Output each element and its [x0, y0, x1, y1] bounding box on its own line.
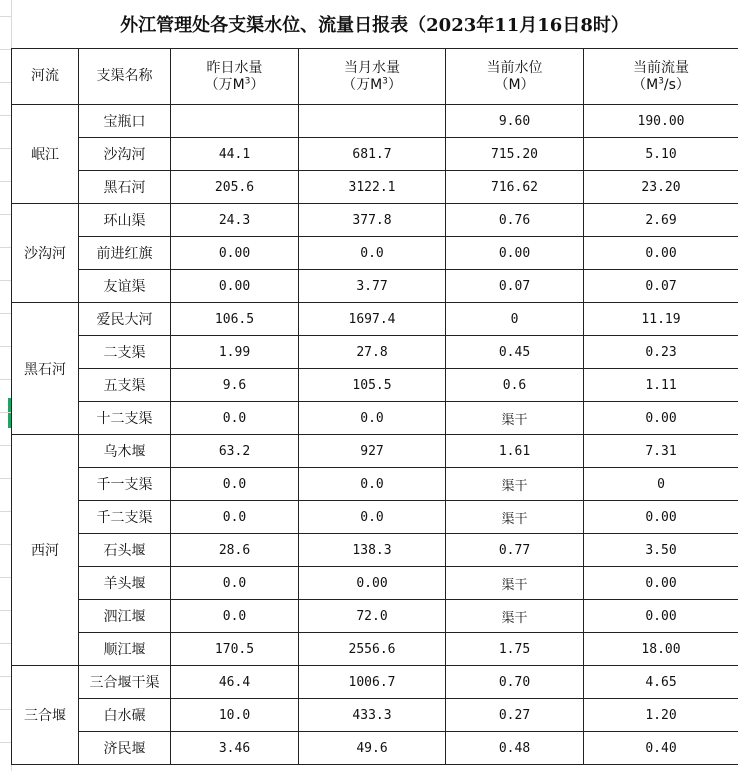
- canal-cell[interactable]: 爱民大河: [79, 303, 171, 336]
- canal-cell[interactable]: 泗江堰: [79, 600, 171, 633]
- month-volume-cell[interactable]: 138.3: [299, 534, 446, 567]
- row-header-divider: [0, 511, 11, 512]
- month-volume-cell[interactable]: 681.7: [299, 138, 446, 171]
- flow-rate-cell[interactable]: 3.50: [584, 534, 738, 567]
- table-row: [12, 600, 738, 633]
- month-volume-cell[interactable]: 433.3: [299, 699, 446, 732]
- row-header-divider: [0, 148, 11, 149]
- water-level-cell[interactable]: 0.27: [446, 699, 584, 732]
- canal-cell[interactable]: 千一支渠: [79, 468, 171, 501]
- table-row: [12, 699, 738, 732]
- yesterday-volume-cell[interactable]: 3.46: [171, 732, 299, 765]
- month-volume-cell[interactable]: 0.00: [299, 567, 446, 600]
- table-row: [12, 633, 738, 666]
- month-volume-cell[interactable]: 3122.1: [299, 171, 446, 204]
- header-month-unit: （万$M^3$）: [342, 75, 402, 93]
- row-header-divider: [0, 709, 11, 710]
- table-row: [12, 468, 738, 501]
- water-level-cell[interactable]: 0.6: [446, 369, 584, 402]
- row-header-divider: [0, 577, 11, 578]
- river-cell[interactable]: 沙沟河: [12, 204, 79, 303]
- month-volume-cell[interactable]: 0.0: [299, 402, 446, 435]
- month-volume-cell[interactable]: 927: [299, 435, 446, 468]
- month-volume-cell[interactable]: 2556.6: [299, 633, 446, 666]
- water-level-cell[interactable]: 0.70: [446, 666, 584, 699]
- month-volume-cell[interactable]: 105.5: [299, 369, 446, 402]
- flow-rate-cell[interactable]: 0.00: [584, 237, 738, 270]
- canal-cell[interactable]: 千二支渠: [79, 501, 171, 534]
- row-header-divider: [0, 115, 11, 116]
- month-volume-cell[interactable]: 1006.7: [299, 666, 446, 699]
- water-level-cell[interactable]: 渠干: [446, 600, 584, 633]
- row-header-divider: [0, 379, 11, 380]
- header-yesterday[interactable]: [171, 49, 299, 105]
- canal-cell[interactable]: 二支渠: [79, 336, 171, 369]
- row-header-divider: [0, 214, 11, 215]
- table-row: [12, 435, 738, 468]
- month-volume-cell[interactable]: 3.77: [299, 270, 446, 303]
- water-level-cell[interactable]: 渠干: [446, 468, 584, 501]
- row-header-divider: [0, 82, 11, 83]
- header-row: [12, 49, 738, 105]
- report-table: [11, 48, 738, 765]
- row-header-divider: [0, 478, 11, 479]
- table-row: [12, 171, 738, 204]
- month-volume-cell[interactable]: 0.0: [299, 237, 446, 270]
- canal-cell[interactable]: 环山渠: [79, 204, 171, 237]
- canal-cell[interactable]: 前进红旗: [79, 237, 171, 270]
- table-body: [12, 105, 738, 765]
- water-level-cell[interactable]: 渠干: [446, 402, 584, 435]
- canal-cell[interactable]: 乌木堰: [79, 435, 171, 468]
- table-row: [12, 303, 738, 336]
- river-cell[interactable]: 西河: [12, 435, 79, 666]
- flow-rate-cell[interactable]: 7.31: [584, 435, 738, 468]
- canal-cell[interactable]: 十二支渠: [79, 402, 171, 435]
- header-flow-label: 当前流量: [633, 59, 689, 76]
- month-volume-cell[interactable]: 0.0: [299, 501, 446, 534]
- row-header-divider: [0, 49, 11, 50]
- header-month-label: 当月水量: [344, 59, 400, 76]
- row-header-divider: [0, 742, 11, 743]
- canal-cell[interactable]: 三合堰干渠: [79, 666, 171, 699]
- month-volume-cell[interactable]: 49.6: [299, 732, 446, 765]
- table-row: [12, 732, 738, 765]
- month-volume-cell[interactable]: 1697.4: [299, 303, 446, 336]
- table-row: [12, 237, 738, 270]
- flow-rate-cell[interactable]: 0.07: [584, 270, 738, 303]
- row-header-divider: [0, 280, 11, 281]
- yesterday-volume-cell[interactable]: 0.00: [171, 270, 299, 303]
- flow-rate-cell[interactable]: 0.40: [584, 732, 738, 765]
- table-row: [12, 138, 738, 171]
- water-level-cell[interactable]: 1.61: [446, 435, 584, 468]
- row-header-divider: [0, 16, 11, 17]
- row-header-divider: [0, 247, 11, 248]
- yesterday-volume-cell[interactable]: 28.6: [171, 534, 299, 567]
- header-flow[interactable]: [584, 49, 738, 105]
- header-canal[interactable]: 支渠名称: [79, 49, 171, 105]
- yesterday-volume-cell[interactable]: 9.6: [171, 369, 299, 402]
- water-level-cell[interactable]: 0.45: [446, 336, 584, 369]
- flow-rate-cell[interactable]: 0.00: [584, 501, 738, 534]
- yesterday-volume-cell[interactable]: 0.0: [171, 402, 299, 435]
- report-title[interactable]: 外江管理处各支渠水位、流量日报表（2023年11月16日8时）: [11, 0, 738, 49]
- canal-cell[interactable]: 白水碾: [79, 699, 171, 732]
- water-level-cell[interactable]: 0.00: [446, 237, 584, 270]
- row-header-divider: [0, 181, 11, 182]
- yesterday-volume-cell[interactable]: 0.0: [171, 567, 299, 600]
- header-flow-unit: $(M^3/s)$: [632, 75, 690, 93]
- canal-cell[interactable]: 羊头堰: [79, 567, 171, 600]
- row-header-divider: [0, 313, 11, 314]
- water-level-cell[interactable]: 715.20: [446, 138, 584, 171]
- row-header-divider: [0, 412, 11, 413]
- month-volume-cell[interactable]: 377.8: [299, 204, 446, 237]
- water-level-cell[interactable]: 0.48: [446, 732, 584, 765]
- flow-rate-cell[interactable]: 0.00: [584, 567, 738, 600]
- canal-cell[interactable]: 济民堰: [79, 732, 171, 765]
- header-yesterday-label: 昨日水量: [206, 59, 263, 76]
- flow-rate-cell[interactable]: 190.00: [584, 105, 738, 138]
- flow-rate-cell[interactable]: 0.00: [584, 402, 738, 435]
- yesterday-volume-cell[interactable]: 44.1: [171, 138, 299, 171]
- month-volume-cell[interactable]: 0.0: [299, 468, 446, 501]
- flow-rate-cell[interactable]: 18.00: [584, 633, 738, 666]
- yesterday-volume-cell[interactable]: 205.6: [171, 171, 299, 204]
- header-river[interactable]: 河流: [12, 49, 79, 105]
- flow-rate-cell[interactable]: 0.23: [584, 336, 738, 369]
- river-cell[interactable]: 三合堰: [12, 666, 79, 765]
- table-row: [12, 666, 738, 699]
- yesterday-volume-cell[interactable]: 10.0: [171, 699, 299, 732]
- table-row: [12, 501, 738, 534]
- header-level[interactable]: [446, 49, 584, 105]
- header-month[interactable]: [299, 49, 446, 105]
- yesterday-volume-cell[interactable]: 0.0: [171, 600, 299, 633]
- yesterday-volume-cell[interactable]: 1.99: [171, 336, 299, 369]
- canal-cell[interactable]: 五支渠: [79, 369, 171, 402]
- water-level-cell[interactable]: 渠干: [446, 567, 584, 600]
- canal-cell[interactable]: 石头堰: [79, 534, 171, 567]
- water-level-cell[interactable]: 渠干: [446, 501, 584, 534]
- month-volume-cell[interactable]: [299, 105, 446, 138]
- month-volume-cell[interactable]: 72.0: [299, 600, 446, 633]
- water-level-cell[interactable]: 0.07: [446, 270, 584, 303]
- canal-cell[interactable]: 黑石河: [79, 171, 171, 204]
- river-cell[interactable]: 黑石河: [12, 303, 79, 435]
- header-level-label: 当前水位: [486, 59, 543, 76]
- flow-rate-cell[interactable]: 2.69: [584, 204, 738, 237]
- canal-cell[interactable]: 宝瓶口: [79, 105, 171, 138]
- flow-rate-cell[interactable]: 0: [584, 468, 738, 501]
- month-volume-cell[interactable]: 27.8: [299, 336, 446, 369]
- flow-rate-cell[interactable]: 5.10: [584, 138, 738, 171]
- row-header-divider: [0, 676, 11, 677]
- canal-cell[interactable]: 友谊渠: [79, 270, 171, 303]
- table-row: [12, 270, 738, 303]
- yesterday-volume-cell[interactable]: 0.00: [171, 237, 299, 270]
- row-header-divider: [0, 445, 11, 446]
- header-yesterday-unit: （万$M^3$）: [204, 75, 265, 93]
- table-row: [12, 534, 738, 567]
- flow-rate-cell[interactable]: 0.00: [584, 600, 738, 633]
- river-cell[interactable]: 岷江: [12, 105, 79, 204]
- yesterday-volume-cell[interactable]: 0.0: [171, 468, 299, 501]
- yesterday-volume-cell[interactable]: 46.4: [171, 666, 299, 699]
- canal-cell[interactable]: 顺江堰: [79, 633, 171, 666]
- table-row: [12, 105, 738, 138]
- flow-rate-cell[interactable]: 4.65: [584, 666, 738, 699]
- row-header-divider: [0, 643, 11, 644]
- yesterday-volume-cell[interactable]: [171, 105, 299, 138]
- flow-rate-cell[interactable]: 23.20: [584, 171, 738, 204]
- water-level-cell[interactable]: 716.62: [446, 171, 584, 204]
- row-header-divider: [0, 346, 11, 347]
- table-row: [12, 567, 738, 600]
- table-row: [12, 336, 738, 369]
- water-level-cell[interactable]: 9.60: [446, 105, 584, 138]
- row-header-divider: [0, 544, 11, 545]
- water-level-cell[interactable]: 1.75: [446, 633, 584, 666]
- table-row: [12, 402, 738, 435]
- flow-rate-cell[interactable]: 11.19: [584, 303, 738, 336]
- yesterday-volume-cell[interactable]: 63.2: [171, 435, 299, 468]
- yesterday-volume-cell[interactable]: 24.3: [171, 204, 299, 237]
- yesterday-volume-cell[interactable]: 170.5: [171, 633, 299, 666]
- table-row: [12, 369, 738, 402]
- flow-rate-cell[interactable]: 1.11: [584, 369, 738, 402]
- flow-rate-cell[interactable]: 1.20: [584, 699, 738, 732]
- water-level-cell[interactable]: 0.77: [446, 534, 584, 567]
- water-level-cell[interactable]: 0: [446, 303, 584, 336]
- water-level-cell[interactable]: 0.76: [446, 204, 584, 237]
- canal-cell[interactable]: 沙沟河: [79, 138, 171, 171]
- table-row: [12, 204, 738, 237]
- yesterday-volume-cell[interactable]: 106.5: [171, 303, 299, 336]
- header-level-unit: （M）: [494, 76, 535, 93]
- row-header-divider: [0, 610, 11, 611]
- yesterday-volume-cell[interactable]: 0.0: [171, 501, 299, 534]
